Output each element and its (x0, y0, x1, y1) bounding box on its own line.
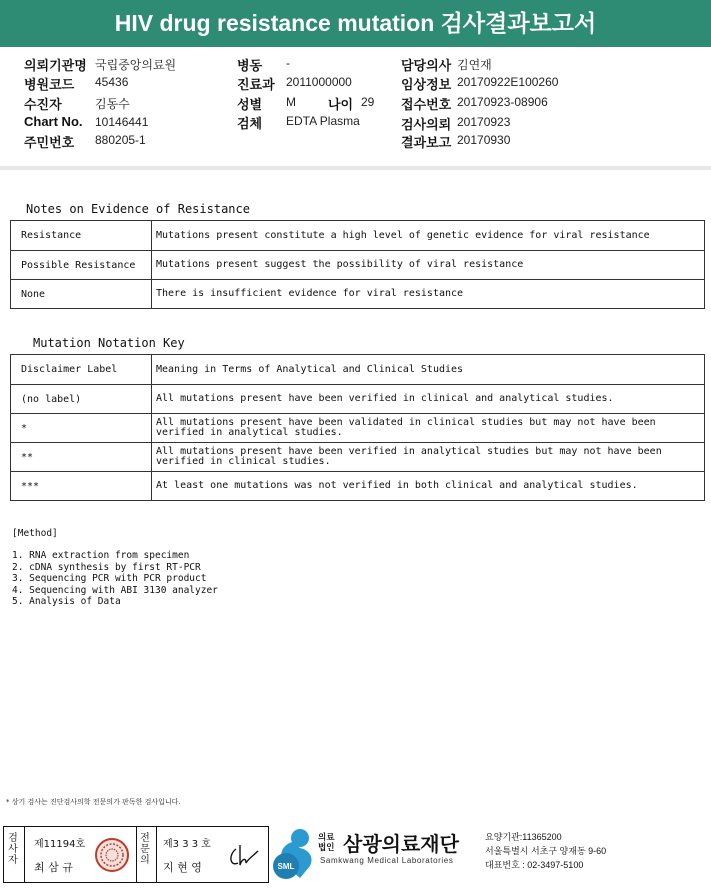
notation-table (10, 354, 705, 501)
evidence-text: Mutations present constitute a high level of genetic evidence for viral resistance (152, 221, 705, 251)
specimen-value: EDTA Plasma (286, 114, 360, 128)
footer (0, 822, 711, 888)
report-date-label: 결과보고 (401, 135, 452, 150)
department-label: 진료과 (237, 77, 275, 92)
footnote: * 상기 검사는 진단검사의학 전문의가 판독한 검사입니다. (6, 798, 181, 806)
report-date-value: 20170930 (457, 133, 511, 147)
clinical-info-label: 임상정보 (401, 77, 452, 92)
sex-value: M (286, 95, 296, 109)
table-row (11, 385, 705, 414)
inspector-name: 최 삼 규 (34, 861, 73, 874)
notation-text: All mutations present have been validated in clinical studies but may not have been verified in analytical studies. (152, 414, 705, 443)
evidence-label: Possible Resistance (11, 251, 152, 280)
notation-text: At least one mutations was not verified in both clinical and analytical studies. (152, 472, 705, 501)
notation-text: All mutations present have been verified in analytical studies but may not have been verified in clinical studies. (152, 443, 705, 472)
corp-type: 의료법인 (318, 832, 335, 852)
notation-header-label: Disclaimer Label (11, 355, 152, 385)
notation-label: (no label) (11, 385, 152, 414)
report-title: HIV drug resistance mutation 검사결과보고서 (0, 0, 711, 47)
table-row (11, 251, 705, 280)
resident-no-value: 880205-1 (95, 133, 146, 147)
notation-header-text: Meaning in Terms of Analytical and Clinical Studies (152, 355, 705, 385)
method-step: 2. cDNA synthesis by first RT-PCR (12, 561, 201, 573)
org-code: 요양기관:11365200 (485, 832, 562, 842)
department-value: 2011000000 (286, 75, 352, 89)
signature-icon (226, 841, 262, 871)
notation-title: Mutation Notation Key (33, 336, 185, 350)
divider (156, 827, 157, 882)
method-step: 4. Sequencing with ABI 3130 analyzer (12, 584, 218, 596)
receipt-no-label: 접수번호 (401, 97, 452, 112)
signature-box (3, 826, 269, 883)
institution-label: 의뢰기관명 (24, 58, 87, 73)
chart-no-label: Chart No. (24, 114, 83, 129)
notation-label: ** (11, 443, 152, 472)
hospital-code-value: 45436 (95, 75, 129, 89)
evidence-table (10, 220, 705, 309)
doctor-value: 김연재 (457, 58, 492, 72)
ward-label: 병동 (237, 58, 263, 73)
patient-info (0, 47, 711, 170)
table-row (11, 443, 705, 472)
chart-no-value: 10146441 (95, 115, 149, 129)
request-date-label: 검사의뢰 (401, 117, 452, 132)
org-address: 서울특별시 서초구 양재동 9-60 (485, 846, 607, 856)
sml-logo-text: SML (277, 862, 295, 871)
evidence-title: Notes on Evidence of Resistance (26, 202, 250, 216)
seal-icon (94, 837, 130, 873)
evidence-label: None (11, 280, 152, 309)
age-label: 나이 (328, 97, 354, 112)
hospital-code-label: 병원코드 (24, 77, 75, 92)
specimen-label: 검체 (237, 116, 263, 131)
resident-no-label: 주민번호 (24, 135, 75, 150)
doctor-label: 담당의사 (401, 58, 452, 73)
ward-value: - (286, 56, 290, 70)
age-value: 29 (361, 95, 375, 109)
org-name: 삼광의료재단 (343, 834, 459, 856)
institution-value: 국립중앙의료원 (95, 58, 177, 72)
doctor-name: 지 현 영 (163, 861, 202, 874)
notation-label: * (11, 414, 152, 443)
method-steps (12, 550, 218, 608)
org-english-name: Samkwang Medical Laboratories (320, 856, 454, 865)
doctor-sign-label (138, 833, 152, 866)
inspector-label (6, 833, 20, 866)
divider (24, 827, 25, 882)
receipt-no-value: 20170923-08906 (457, 95, 548, 109)
method-step: 3. Sequencing PCR with PCR product (12, 573, 207, 584)
notation-text: All mutations present have been verified in clinical and analytical studies. (152, 385, 705, 414)
evidence-text: Mutations present suggest the possibility of viral resistance (152, 251, 705, 280)
method-step: 1. RNA extraction from specimen (12, 550, 190, 561)
table-row (11, 280, 705, 309)
table-row (11, 221, 705, 251)
doctor-sign-label-text: 전문의 (140, 833, 150, 866)
evidence-label: Resistance (11, 221, 152, 251)
request-date-value: 20170923 (457, 115, 511, 129)
divider (136, 827, 137, 882)
clinical-info-value: 20170922E100260 (457, 75, 559, 89)
notation-label: *** (11, 472, 152, 501)
inspector-label-text: 검사자 (8, 833, 18, 866)
evidence-text: There is insufficient evidence for viral resistance (152, 280, 705, 309)
patient-name-label: 수진자 (24, 97, 62, 112)
org-phone: 대표번호 : 02-3497-5100 (485, 860, 584, 870)
method-step: 5. Analysis of Data (12, 596, 121, 607)
doctor-no: 제3 3 3 호 (163, 839, 211, 850)
inspector-no: 제11194호 (34, 839, 86, 850)
patient-name-value: 김동수 (95, 97, 130, 111)
sml-logo-icon (270, 826, 316, 882)
table-row (11, 414, 705, 443)
method-title: [Method] (12, 528, 58, 539)
table-header-row (11, 355, 705, 385)
header-divider (0, 166, 711, 170)
table-row (11, 472, 705, 501)
sex-label: 성별 (237, 97, 263, 112)
